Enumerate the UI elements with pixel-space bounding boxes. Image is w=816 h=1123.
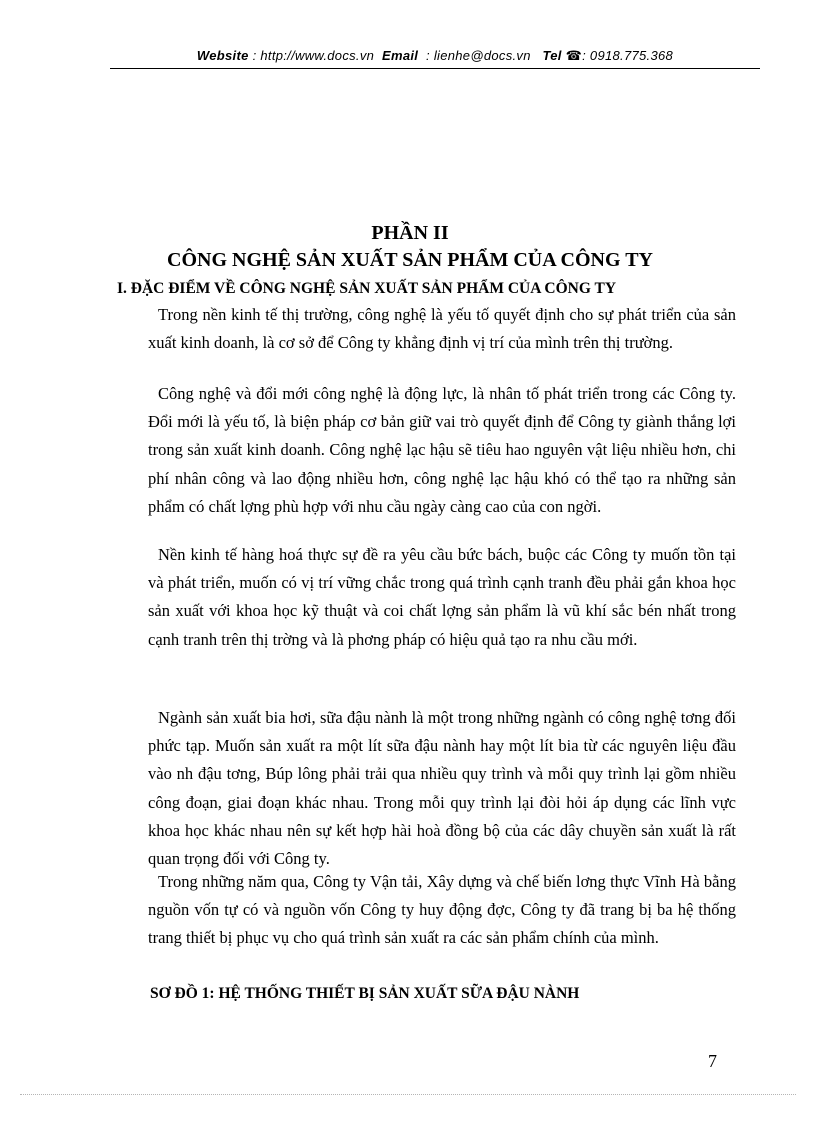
page-header <box>110 48 760 64</box>
tel-label: Tel <box>542 48 562 63</box>
email-value: : lienhe@docs.vn <box>426 48 531 63</box>
paragraph-4 <box>148 704 736 873</box>
title-block <box>110 222 710 272</box>
section-heading: I. ĐẶC ĐIỂM VỀ CÔNG NGHỆ SẢN XUẤT SẢN PHẨM CỦA CÔNG TY <box>117 280 617 297</box>
paragraph-3 <box>148 541 736 654</box>
paragraph-5 <box>148 868 736 953</box>
main-title: CÔNG NGHỆ SẢN XUẤT SẢN PHẨM CỦA CÔNG TY <box>167 249 653 271</box>
paragraph-1 <box>148 301 736 357</box>
tel-value: : 0918.775.368 <box>582 48 674 63</box>
page-number: 7 <box>708 1051 717 1071</box>
paragraph-text: Ngành sản xuất bia hơi, sữa đậu nành là một trong những ngành có công nghệ tơng đối phức tạp. Muốn sản xuất ra một lít sữa đậu nành hay một lít bia từ các nguyên liệu đầu vào nh đậu tơng, Búp lông phải trải qua nhiều quy trình và mỗi quy trình lại gồm nhiều công đoạn, giai đoạn khác nhau. Trong mỗi quy trình lại đòi hỏi áp dụng các lĩnh vực khoa học khác nhau nên sự kết hợp hài hoà đồng bộ của các dây chuyền sản xuất là rất quan trọng đối với Công ty. <box>148 708 736 869</box>
paragraph-text: Trong những năm qua, Công ty Vận tải, Xây dựng và chế biến lơng thực Vĩnh Hà bằng nguồn vốn tự có và nguồn vốn Công ty huy động đợc, Công ty đã trang bị ba hệ thống trang thiết bị phục vụ cho quá trình sản xuất ra các sản phẩm chính của mình. <box>148 872 736 948</box>
paragraph-text: Nền kinh tế hàng hoá thực sự đề ra yêu cầu bức bách, buộc các Công ty muốn tồn tại và phát triển, muốn có vị trí vững chắc trong quá trình cạnh tranh đều phải gắn khoa học sản xuất với khoa học kỹ thuật và coi chất lợng sản phẩm là vũ khí sắc bén nhất trong cạnh tranh trên thị trờng và là phơng pháp có hiệu quả tạo ra nhu cầu mới. <box>148 545 736 649</box>
paragraph-2 <box>148 380 736 521</box>
phone-icon: ☎ <box>565 48 583 63</box>
diagram-heading: SƠ ĐỒ 1: HỆ THỐNG THIẾT BỊ SẢN XUẤT SỮA ĐẬU NÀNH <box>150 985 580 1002</box>
footer-divider <box>20 1094 796 1095</box>
paragraph-text: Trong nền kinh tế thị trường, công nghệ là yếu tố quyết định cho sự phát triển của sản xuất kinh doanh, là cơ sở để Công ty khẳng định vị trí của mình trên thị trường. <box>148 305 736 353</box>
paragraph-text: Công nghệ và đổi mới công nghệ là động lực, là nhân tố phát triển trong các Công ty. Đổi mới là yếu tố, là biện pháp cơ bản giữ vai trò quyết định để Công ty giành thắng lợi trong sản xuất kinh doanh. Công nghệ lạc hậu sẽ tiêu hao nguyên vật liệu nhiều hơn, chi phí nhân công và lao động nhiều hơn, công nghệ lạc hậu khó có thể tạo ra những sản phẩm có chất lợng phù hợp với nhu cầu ngày càng cao của con ngời. <box>148 384 736 516</box>
header-divider <box>110 68 760 69</box>
website-label: Website <box>196 48 249 63</box>
email-label: Email <box>382 48 419 63</box>
part-title: PHẦN II <box>371 222 449 244</box>
website-value: : http://www.docs.vn <box>252 48 375 63</box>
